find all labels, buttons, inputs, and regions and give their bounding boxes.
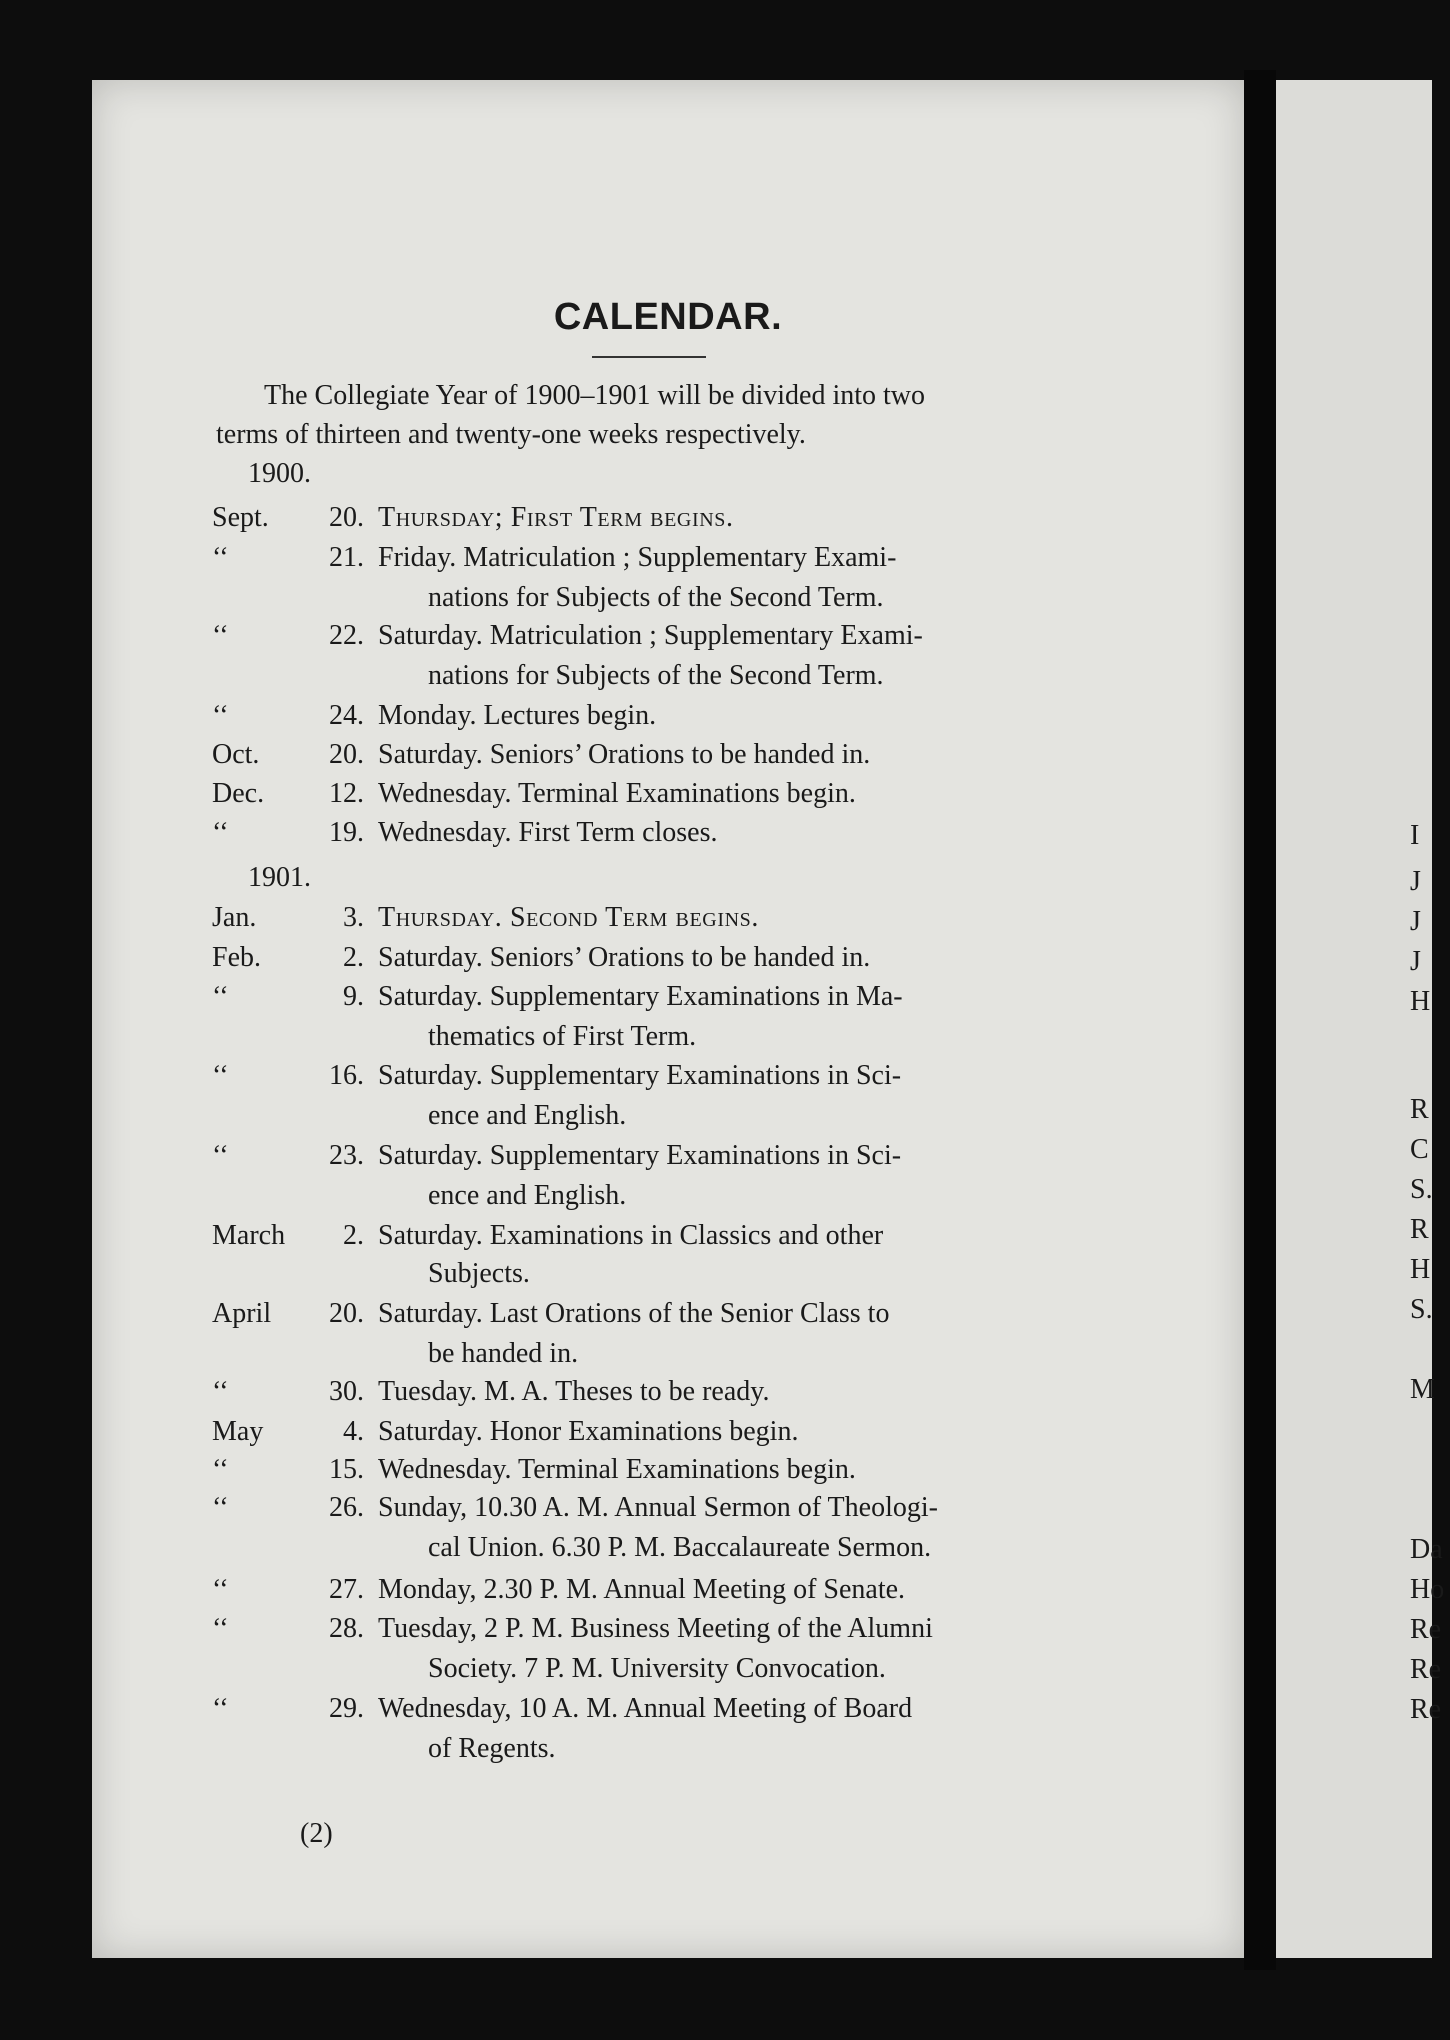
entry-month: ‘‘: [212, 620, 229, 651]
entry-day: 24.: [329, 700, 364, 731]
entry-day: 20.: [329, 502, 364, 533]
entry-month: ‘‘: [212, 1140, 229, 1171]
entry-month: ‘‘: [212, 1492, 229, 1523]
entry-event: Saturday. Supplementary Examinations in Sci-: [378, 1060, 902, 1091]
facing-page-letter: Ho: [1410, 1574, 1445, 1605]
facing-page-letter: J: [1410, 866, 1421, 897]
entry-event-continued: of Regents.: [428, 1733, 556, 1764]
entry-day: 28.: [329, 1613, 364, 1644]
book-gutter: [1244, 70, 1276, 1970]
facing-page-letter: Re: [1410, 1614, 1442, 1645]
calendar-entry: [212, 739, 1212, 779]
entry-month: ‘‘: [212, 1613, 229, 1644]
entry-month: ‘‘: [212, 817, 229, 848]
entry-event-continued: ence and English.: [428, 1180, 627, 1211]
calendar-entry: [212, 542, 1212, 582]
entry-event: Saturday. Seniors’ Orations to be handed in.: [378, 739, 871, 770]
facing-page-letter: C: [1410, 1134, 1429, 1165]
entry-month: Feb.: [212, 942, 261, 973]
entry-day: 30.: [329, 1376, 364, 1407]
entry-event: Monday, 2.30 P. M. Annual Meeting of Senate.: [378, 1574, 906, 1605]
entry-event: Wednesday. First Term closes.: [378, 817, 718, 848]
entry-event: Saturday. Last Orations of the Senior Class to: [378, 1298, 890, 1329]
calendar-entry: [212, 981, 1212, 1021]
calendar-page: [92, 80, 1244, 1958]
calendar-entry-continuation: [212, 1021, 1212, 1061]
entry-event-continued: Subjects.: [428, 1258, 530, 1289]
entry-day: 20.: [329, 1298, 364, 1329]
facing-page-letter: Re: [1410, 1654, 1442, 1685]
entry-event-continued: be handed in.: [428, 1338, 579, 1369]
entry-day: 23.: [329, 1140, 364, 1171]
entry-day: 2.: [343, 942, 364, 973]
calendar-entry: [212, 1060, 1212, 1100]
facing-page-letter: R: [1410, 1094, 1429, 1125]
entry-month: Sept.: [212, 502, 269, 533]
facing-page-edge: [1276, 80, 1445, 1958]
facing-page-letter: H: [1410, 1254, 1431, 1285]
entry-month: ‘‘: [212, 1454, 229, 1485]
entry-month: ‘‘: [212, 1060, 229, 1091]
facing-page-letter: Re: [1410, 1694, 1442, 1725]
entry-day: 21.: [329, 542, 364, 573]
calendar-entry: [212, 1376, 1212, 1416]
calendar-entry: [212, 1574, 1212, 1614]
page-title: CALENDAR.: [553, 296, 783, 338]
calendar-entry: [212, 817, 1212, 857]
entry-month: March: [212, 1220, 286, 1251]
calendar-entry-continuation: [212, 582, 1212, 622]
facing-page-letter: J: [1410, 906, 1421, 937]
entry-day: 4.: [343, 1416, 364, 1447]
entry-month: Oct.: [212, 739, 260, 770]
entry-day: 16.: [329, 1060, 364, 1091]
calendar-entry: [212, 1492, 1212, 1532]
intro-line-2: terms of thirteen and twenty-one weeks respectively.: [216, 419, 806, 450]
entry-event-continued: nations for Subjects of the Second Term.: [428, 582, 884, 613]
calendar-entry: [212, 1298, 1212, 1338]
calendar-entry: [212, 1416, 1212, 1456]
calendar-entry: [212, 942, 1212, 982]
entry-event: Saturday. Supplementary Examinations in Ma-: [378, 981, 903, 1012]
entry-day: 29.: [329, 1693, 364, 1724]
facing-page-letter: J: [1410, 946, 1421, 977]
entry-month: April: [212, 1298, 272, 1329]
calendar-entry-continuation: [212, 1733, 1212, 1773]
entry-event: Sunday, 10.30 A. M. Annual Sermon of Theologi-: [378, 1492, 938, 1523]
entry-event-continued: nations for Subjects of the Second Term.: [428, 660, 884, 691]
calendar-entry: [212, 502, 1212, 542]
year-heading-1901: 1901.: [248, 862, 311, 893]
calendar-entry: [212, 1454, 1212, 1494]
calendar-entry-continuation: [212, 1653, 1212, 1693]
entry-event-continued: thematics of First Term.: [428, 1021, 697, 1052]
entry-event-continued: Society. 7 P. M. University Convocation.: [428, 1653, 886, 1684]
entry-event: Saturday. Seniors’ Orations to be handed in.: [378, 942, 871, 973]
calendar-entry: [212, 1613, 1212, 1653]
entry-event: Saturday. Supplementary Examinations in Sci-: [378, 1140, 902, 1171]
calendar-entry: [212, 1140, 1212, 1180]
calendar-entry-continuation: [212, 1338, 1212, 1378]
entry-event: Thursday; First Term begins.: [378, 502, 734, 533]
calendar-entry: [212, 700, 1212, 740]
entry-event: Saturday. Matriculation ; Supplementary Exami-: [378, 620, 923, 651]
intro-paragraph: [216, 376, 1116, 454]
entry-event: Saturday. Examinations in Classics and other: [378, 1220, 884, 1251]
entry-day: 12.: [329, 778, 364, 809]
facing-page-letter: M: [1410, 1374, 1435, 1405]
entry-event: Saturday. Honor Examinations begin.: [378, 1416, 799, 1447]
facing-page-letter: S.: [1410, 1294, 1433, 1325]
entry-event: Friday. Matriculation ; Supplementary Exami-: [378, 542, 897, 573]
entry-day: 22.: [329, 620, 364, 651]
entry-month: ‘‘: [212, 1693, 229, 1724]
entry-day: 3.: [343, 902, 364, 933]
calendar-entry-continuation: [212, 1532, 1212, 1572]
entry-month: ‘‘: [212, 1376, 229, 1407]
entry-day: 15.: [329, 1454, 364, 1485]
facing-page-letter: Da: [1410, 1534, 1443, 1565]
entry-event: Wednesday. Terminal Examinations begin.: [378, 1454, 856, 1485]
intro-line-1: The Collegiate Year of 1900–1901 will be divided into two: [264, 380, 926, 411]
calendar-entry: [212, 1693, 1212, 1733]
calendar-entry: [212, 1220, 1212, 1260]
entry-event-continued: cal Union. 6.30 P. M. Baccalaureate Sermon.: [428, 1532, 932, 1563]
entry-event-continued: ence and English.: [428, 1100, 627, 1131]
year-heading-1900: 1900.: [248, 458, 311, 489]
entry-event: Monday. Lectures begin.: [378, 700, 657, 731]
facing-page-letter: R: [1410, 1214, 1429, 1245]
entry-event: Tuesday, 2 P. M. Business Meeting of the Alumni: [378, 1613, 933, 1644]
entry-month: Dec.: [212, 778, 265, 809]
calendar-entry-continuation: [212, 1180, 1212, 1220]
entry-month: ‘‘: [212, 542, 229, 573]
calendar-entry-continuation: [212, 1258, 1212, 1298]
entry-day: 19.: [329, 817, 364, 848]
facing-page-letter: H: [1410, 986, 1431, 1017]
calendar-entry: [212, 902, 1212, 942]
facing-page-letter: S.: [1410, 1174, 1433, 1205]
entry-month: May: [212, 1416, 264, 1447]
entry-day: 26.: [329, 1492, 364, 1523]
title-rule: [592, 356, 706, 358]
entry-event: Wednesday. Terminal Examinations begin.: [378, 778, 856, 809]
calendar-entry-continuation: [212, 660, 1212, 700]
calendar-entry-continuation: [212, 1100, 1212, 1140]
entry-day: 2.: [343, 1220, 364, 1251]
entry-event: Tuesday. M. A. Theses to be ready.: [378, 1376, 770, 1407]
entry-day: 20.: [329, 739, 364, 770]
entry-day: 9.: [343, 981, 364, 1012]
calendar-entry: [212, 778, 1212, 818]
entry-month: ‘‘: [212, 1574, 229, 1605]
entry-month: ‘‘: [212, 700, 229, 731]
entry-day: 27.: [329, 1574, 364, 1605]
page-number: (2): [300, 1818, 333, 1849]
calendar-entry: [212, 620, 1212, 660]
entry-event: Thursday. Second Term begins.: [378, 902, 759, 933]
entry-month: Jan.: [212, 902, 257, 933]
facing-page-letter: I: [1410, 820, 1420, 851]
entry-month: ‘‘: [212, 981, 229, 1012]
entry-event: Wednesday, 10 A. M. Annual Meeting of Board: [378, 1693, 913, 1724]
